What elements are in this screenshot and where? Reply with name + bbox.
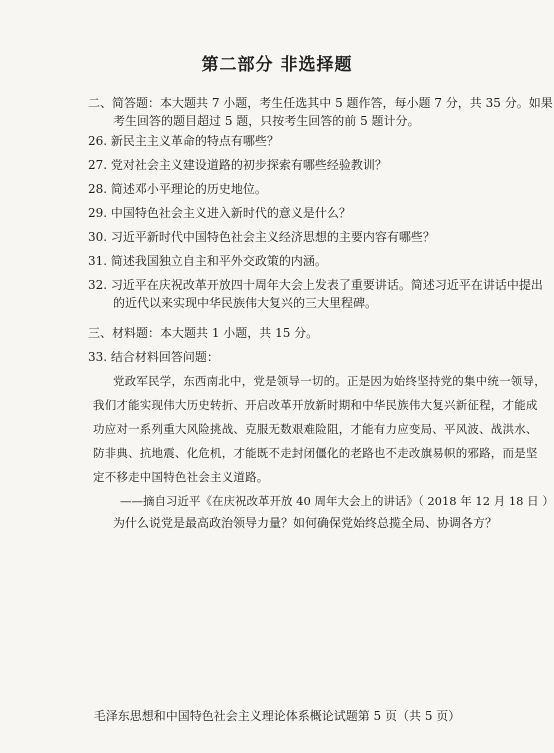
question-27 bbox=[88, 157, 387, 173]
question-text: 结合材料回答问题： bbox=[110, 350, 219, 364]
question-33 bbox=[88, 349, 219, 365]
question-32 bbox=[88, 277, 543, 293]
question-28 bbox=[88, 181, 267, 197]
section-2-header: 二、简答题：本大题共 7 小题，考生任选其中 5 题作答，每小题 7 分，共 35 分。如果 bbox=[88, 96, 553, 110]
passage-line: 我们才能实现伟大历史转折、开启改革开放新时期和中华民族伟大复兴新征程，才能成 bbox=[93, 398, 538, 412]
question-number: 28. bbox=[88, 182, 108, 196]
page-title: 第二部分 非选择题 bbox=[201, 55, 353, 75]
question-text: 党对社会主义建设道路的初步探索有哪些经验教训？ bbox=[110, 158, 387, 172]
passage-line: 党政军民学，东西南北中，党是领导一切的。正是因为始终坚持党的集中统一领导， bbox=[113, 374, 546, 388]
question-text: 习近平在庆祝改革开放四十周年大会上发表了重要讲话。简述习近平在讲话中提出 bbox=[110, 278, 543, 292]
question-number: 32. bbox=[88, 278, 108, 292]
question-text: 习近平新时代中国特色社会主义经济思想的主要内容有哪些？ bbox=[110, 230, 435, 244]
question-text: 新民主主义革命的特点有哪些？ bbox=[110, 134, 279, 148]
page-footer: 毛泽东思想和中国特色社会主义理论体系概论试题第 5 页（共 5 页） bbox=[93, 709, 461, 723]
question-text: 简述邓小平理论的历史地位。 bbox=[110, 182, 267, 196]
question-30 bbox=[88, 229, 435, 245]
question-number: 27. bbox=[88, 158, 108, 172]
question-number: 30. bbox=[88, 230, 108, 244]
question-number: 33. bbox=[88, 350, 108, 364]
passage-line: 防非典、抗地震、化危机，才能既不走封闭僵化的老路也不走改旗易帜的邪路，而是坚 bbox=[93, 446, 538, 460]
question-text: 中国特色社会主义进入新时代的意义是什么？ bbox=[110, 206, 351, 220]
question-31 bbox=[88, 253, 327, 269]
section-3-header: 三、材料题：本大题共 1 小题，共 15 分。 bbox=[88, 326, 319, 340]
question-number: 26. bbox=[88, 134, 108, 148]
section-2-header-cont: 考生回答的题目超过 5 题，只按考生回答的前 5 题计分。 bbox=[113, 114, 420, 128]
question-33-prompt: 为什么说党是最高政治领导力量？如何确保党始终总揽全局、协调各方？ bbox=[113, 516, 498, 530]
question-number: 29. bbox=[88, 206, 108, 220]
question-number: 31. bbox=[88, 254, 108, 268]
question-text: 简述我国独立自主和平外交政策的内涵。 bbox=[110, 254, 327, 268]
question-29 bbox=[88, 205, 351, 221]
question-26 bbox=[88, 133, 279, 149]
passage-source: ——摘自习近平《在庆祝改革开放 40 周年大会上的讲话》（ 2018 年 12 月 18 日 ） bbox=[120, 494, 554, 508]
question-32-cont: 的近代以来实现中华民族伟大复兴的三大里程碑。 bbox=[113, 296, 378, 310]
passage-line: 功应对一系列重大风险挑战、克服无数艰难险阻，才能有力应变局、平风波、战洪水、 bbox=[93, 422, 538, 436]
passage-line: 定不移走中国特色社会主义道路。 bbox=[93, 470, 269, 484]
